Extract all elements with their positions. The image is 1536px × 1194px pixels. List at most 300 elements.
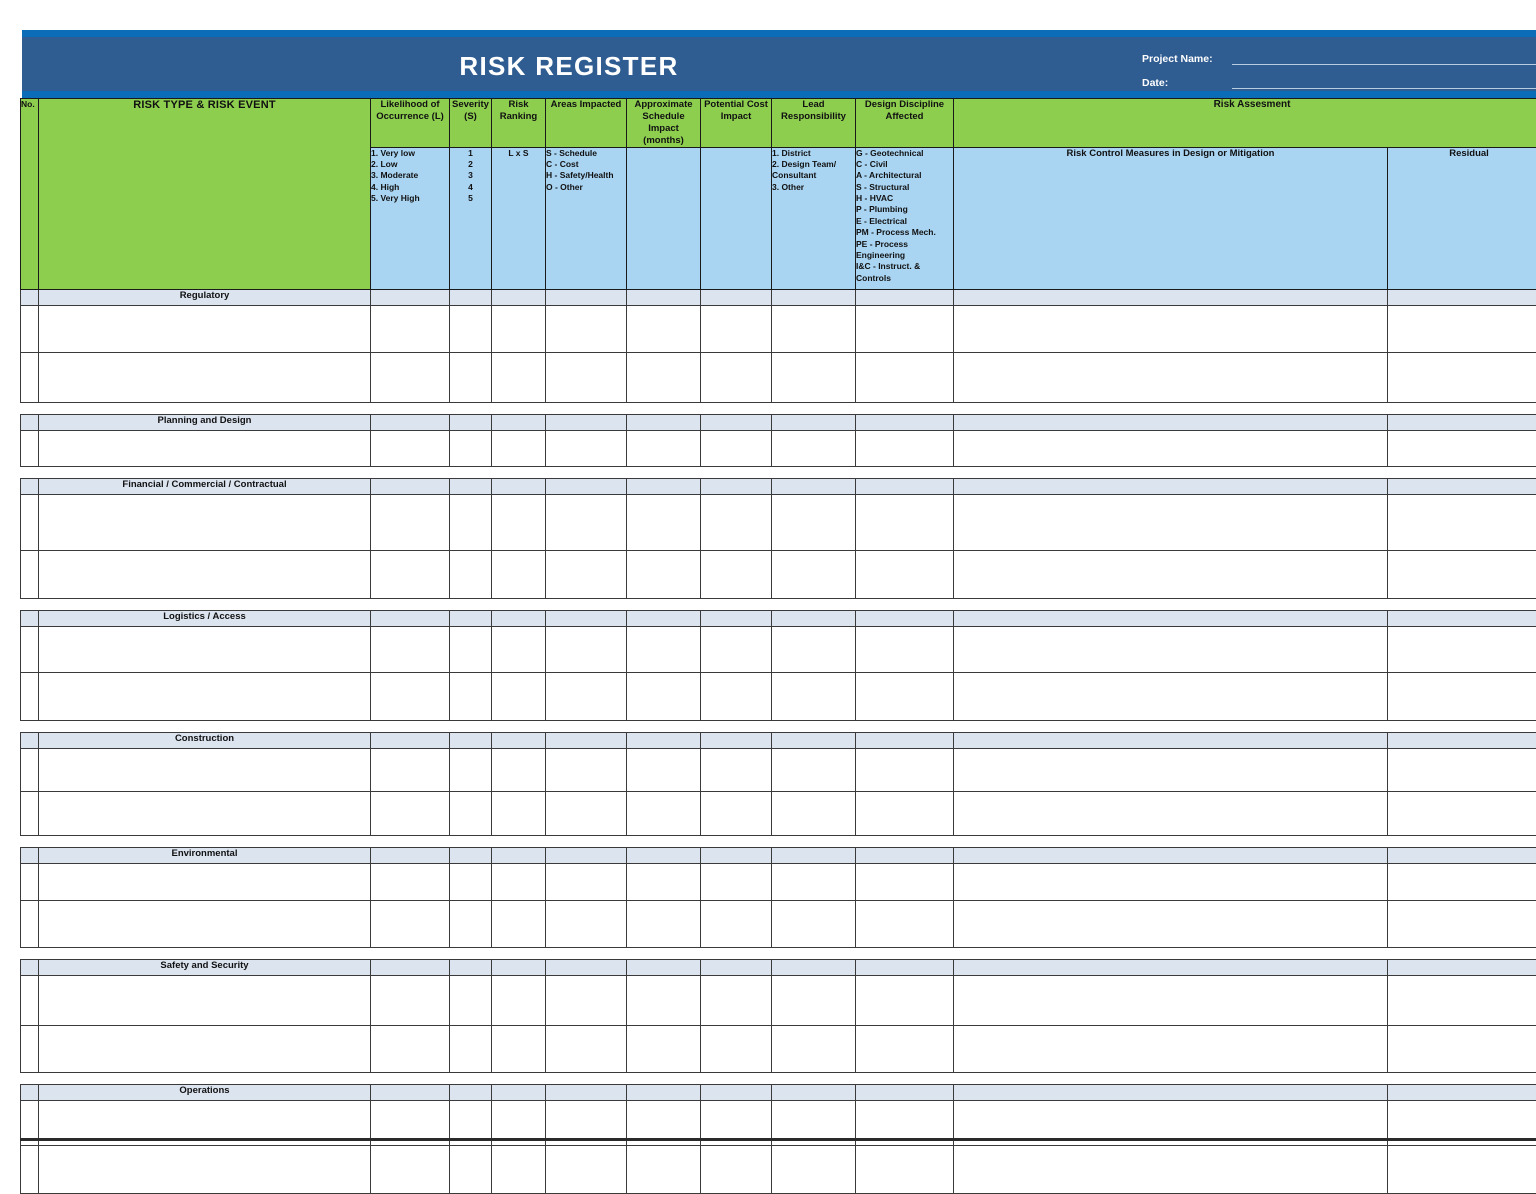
- data-cell[interactable]: [701, 900, 772, 947]
- category-row: [21, 478, 1536, 494]
- data-cell[interactable]: [546, 550, 627, 598]
- category-no-cell: [21, 610, 39, 626]
- data-cell[interactable]: [39, 900, 371, 947]
- data-cell[interactable]: [1388, 430, 1536, 466]
- category-blank-cell: [701, 289, 772, 305]
- category-row: [21, 847, 1536, 863]
- data-cell[interactable]: [856, 672, 954, 720]
- category-blank-cell: [701, 414, 772, 430]
- category-row: [21, 959, 1536, 975]
- data-cell[interactable]: [371, 352, 450, 402]
- data-cell[interactable]: [546, 900, 627, 947]
- category-no-cell: [21, 414, 39, 430]
- data-cell[interactable]: [371, 1025, 450, 1072]
- data-cell[interactable]: [546, 1145, 627, 1193]
- data-cell[interactable]: [701, 352, 772, 402]
- data-cell[interactable]: [21, 352, 39, 402]
- data-cell[interactable]: [492, 1025, 546, 1072]
- category-blank-cell: [450, 289, 492, 305]
- data-cell[interactable]: [546, 1025, 627, 1072]
- data-cell[interactable]: [772, 900, 856, 947]
- data-cell[interactable]: [371, 626, 450, 672]
- category-blank-cell: [546, 289, 627, 305]
- data-cell[interactable]: [371, 791, 450, 835]
- category-blank-cell: [492, 1084, 546, 1100]
- data-cell[interactable]: [450, 900, 492, 947]
- data-cell[interactable]: [1388, 550, 1536, 598]
- data-cell[interactable]: [492, 791, 546, 835]
- page-title: RISK REGISTER: [22, 51, 1536, 82]
- data-cell[interactable]: [39, 305, 371, 352]
- data-cell[interactable]: [39, 863, 371, 900]
- table-row: [21, 626, 1536, 672]
- column-header-design-discipline: Design Discipline Affected: [856, 99, 954, 148]
- data-cell[interactable]: [701, 626, 772, 672]
- category-blank-cell: [450, 610, 492, 626]
- table-row: [21, 352, 1536, 402]
- category-blank-cell: [371, 478, 450, 494]
- data-cell[interactable]: [1388, 352, 1536, 402]
- data-cell[interactable]: [772, 626, 856, 672]
- data-cell[interactable]: [546, 748, 627, 791]
- category-blank-cell: [701, 610, 772, 626]
- data-cell[interactable]: [701, 975, 772, 1025]
- data-cell[interactable]: [492, 672, 546, 720]
- data-cell[interactable]: [21, 975, 39, 1025]
- data-cell[interactable]: [371, 1145, 450, 1193]
- data-cell[interactable]: [1388, 900, 1536, 947]
- table-row: [21, 430, 1536, 466]
- category-blank-cell: [856, 289, 954, 305]
- column-header-risk-assessment: Risk Assesment: [954, 99, 1536, 148]
- data-cell[interactable]: [492, 1145, 546, 1193]
- data-cell[interactable]: [772, 550, 856, 598]
- data-cell[interactable]: [701, 748, 772, 791]
- data-cell[interactable]: [371, 900, 450, 947]
- category-blank-cell: [492, 732, 546, 748]
- data-cell[interactable]: [627, 748, 701, 791]
- category-blank-cell: [627, 414, 701, 430]
- date-field-row: [1142, 77, 1536, 89]
- category-blank-cell: [371, 610, 450, 626]
- risk-register-table: [20, 98, 1536, 1194]
- data-cell[interactable]: [21, 430, 39, 466]
- data-cell[interactable]: [546, 626, 627, 672]
- category-blank-cell: [371, 289, 450, 305]
- data-cell[interactable]: [371, 494, 450, 550]
- data-cell[interactable]: [450, 494, 492, 550]
- header-row-green: [21, 99, 1536, 148]
- data-cell[interactable]: [371, 748, 450, 791]
- category-blank-cell: [450, 478, 492, 494]
- section-gap-cell: [21, 1072, 1536, 1084]
- data-cell[interactable]: [856, 352, 954, 402]
- category-blank-cell: [856, 1084, 954, 1100]
- column-header-risk-type-event: RISK TYPE & RISK EVENT: [39, 99, 371, 290]
- data-cell[interactable]: [1388, 494, 1536, 550]
- category-row: [21, 414, 1536, 430]
- data-cell[interactable]: [546, 863, 627, 900]
- data-cell[interactable]: [546, 305, 627, 352]
- data-cell[interactable]: [371, 305, 450, 352]
- column-header-risk-control-measures: Risk Control Measures in Design or Mitigation: [954, 147, 1388, 289]
- table-row: [21, 305, 1536, 352]
- section-gap: [21, 1072, 1536, 1084]
- data-cell[interactable]: [627, 863, 701, 900]
- data-cell[interactable]: [21, 748, 39, 791]
- bottom-rule: [20, 1138, 1536, 1141]
- data-cell[interactable]: [39, 352, 371, 402]
- column-header-residual: Residual: [1388, 147, 1536, 289]
- section-gap-cell: [21, 835, 1536, 847]
- data-cell[interactable]: [954, 494, 1388, 550]
- data-cell[interactable]: [772, 791, 856, 835]
- category-blank-cell: [627, 610, 701, 626]
- category-label: Safety and Security: [39, 959, 371, 975]
- legend-areas-impacted: S - Schedule C - Cost H - Safety/Health O - Other: [546, 147, 627, 289]
- data-cell[interactable]: [492, 626, 546, 672]
- data-cell[interactable]: [371, 430, 450, 466]
- data-cell[interactable]: [856, 863, 954, 900]
- category-blank-cell: [1388, 847, 1536, 863]
- data-cell[interactable]: [627, 791, 701, 835]
- data-cell[interactable]: [546, 975, 627, 1025]
- data-cell[interactable]: [954, 748, 1388, 791]
- legend-schedule-impact: [627, 147, 701, 289]
- data-cell[interactable]: [954, 975, 1388, 1025]
- data-cell[interactable]: [954, 672, 1388, 720]
- category-blank-cell: [492, 414, 546, 430]
- data-cell[interactable]: [450, 1025, 492, 1072]
- category-blank-cell: [954, 610, 1388, 626]
- data-cell[interactable]: [450, 626, 492, 672]
- category-blank-cell: [1388, 732, 1536, 748]
- section-gap: [21, 947, 1536, 959]
- category-blank-cell: [772, 847, 856, 863]
- data-cell[interactable]: [450, 352, 492, 402]
- table-row: [21, 975, 1536, 1025]
- category-blank-cell: [954, 1084, 1388, 1100]
- category-blank-cell: [856, 414, 954, 430]
- data-cell[interactable]: [954, 626, 1388, 672]
- data-cell[interactable]: [371, 672, 450, 720]
- data-cell[interactable]: [772, 1145, 856, 1193]
- data-cell[interactable]: [701, 791, 772, 835]
- category-blank-cell: [492, 847, 546, 863]
- data-cell[interactable]: [701, 1145, 772, 1193]
- data-cell[interactable]: [492, 975, 546, 1025]
- category-blank-cell: [450, 1084, 492, 1100]
- data-cell[interactable]: [954, 305, 1388, 352]
- category-blank-cell: [1388, 414, 1536, 430]
- category-blank-cell: [1388, 289, 1536, 305]
- data-cell[interactable]: [627, 975, 701, 1025]
- table-row: [21, 1145, 1536, 1193]
- data-cell[interactable]: [772, 748, 856, 791]
- data-cell[interactable]: [39, 975, 371, 1025]
- category-blank-cell: [492, 478, 546, 494]
- data-cell[interactable]: [450, 550, 492, 598]
- data-cell[interactable]: [546, 672, 627, 720]
- data-cell[interactable]: [954, 863, 1388, 900]
- category-blank-cell: [492, 959, 546, 975]
- category-blank-cell: [1388, 478, 1536, 494]
- data-cell[interactable]: [39, 791, 371, 835]
- data-cell[interactable]: [772, 1025, 856, 1072]
- data-cell[interactable]: [21, 550, 39, 598]
- data-cell[interactable]: [701, 305, 772, 352]
- data-cell[interactable]: [701, 494, 772, 550]
- data-cell[interactable]: [39, 1145, 371, 1193]
- category-blank-cell: [450, 732, 492, 748]
- data-cell[interactable]: [856, 1145, 954, 1193]
- table-row: [21, 672, 1536, 720]
- data-cell[interactable]: [21, 900, 39, 947]
- category-label: Planning and Design: [39, 414, 371, 430]
- data-cell[interactable]: [627, 1025, 701, 1072]
- date-input[interactable]: [1232, 77, 1536, 89]
- data-cell[interactable]: [701, 550, 772, 598]
- category-no-cell: [21, 732, 39, 748]
- table-row: [21, 791, 1536, 835]
- data-cell[interactable]: [954, 550, 1388, 598]
- data-cell[interactable]: [450, 975, 492, 1025]
- data-cell[interactable]: [701, 863, 772, 900]
- data-cell[interactable]: [772, 975, 856, 1025]
- data-cell[interactable]: [627, 1145, 701, 1193]
- data-cell[interactable]: [1388, 791, 1536, 835]
- data-cell[interactable]: [450, 748, 492, 791]
- category-blank-cell: [1388, 610, 1536, 626]
- category-blank-cell: [954, 847, 1388, 863]
- table-row: [21, 900, 1536, 947]
- category-blank-cell: [772, 959, 856, 975]
- data-cell[interactable]: [21, 1025, 39, 1072]
- category-row: [21, 289, 1536, 305]
- data-cell[interactable]: [1388, 863, 1536, 900]
- category-blank-cell: [627, 478, 701, 494]
- data-cell[interactable]: [492, 352, 546, 402]
- project-name-field-row: [1142, 53, 1536, 65]
- data-cell[interactable]: [627, 900, 701, 947]
- column-header-potential-cost-impact: Potential Cost Impact: [701, 99, 772, 148]
- data-cell[interactable]: [856, 430, 954, 466]
- section-gap: [21, 598, 1536, 610]
- data-cell[interactable]: [772, 863, 856, 900]
- title-banner: [22, 30, 1536, 98]
- data-cell[interactable]: [1388, 1145, 1536, 1193]
- data-cell[interactable]: [546, 352, 627, 402]
- category-blank-cell: [450, 959, 492, 975]
- data-cell[interactable]: [627, 550, 701, 598]
- data-cell[interactable]: [21, 626, 39, 672]
- data-cell[interactable]: [1388, 748, 1536, 791]
- category-blank-cell: [627, 959, 701, 975]
- category-blank-cell: [627, 847, 701, 863]
- category-blank-cell: [627, 732, 701, 748]
- data-cell[interactable]: [39, 1025, 371, 1072]
- category-blank-cell: [546, 610, 627, 626]
- category-blank-cell: [546, 847, 627, 863]
- data-cell[interactable]: [1388, 1025, 1536, 1072]
- data-cell[interactable]: [39, 430, 371, 466]
- data-cell[interactable]: [371, 550, 450, 598]
- category-blank-cell: [627, 1084, 701, 1100]
- data-cell[interactable]: [627, 494, 701, 550]
- category-label: Environmental: [39, 847, 371, 863]
- data-cell[interactable]: [954, 352, 1388, 402]
- project-name-input[interactable]: [1232, 53, 1536, 65]
- category-blank-cell: [772, 478, 856, 494]
- table-row: [21, 748, 1536, 791]
- data-cell[interactable]: [492, 305, 546, 352]
- data-cell[interactable]: [627, 305, 701, 352]
- data-cell[interactable]: [492, 748, 546, 791]
- data-cell[interactable]: [450, 791, 492, 835]
- data-cell[interactable]: [772, 352, 856, 402]
- data-cell[interactable]: [21, 305, 39, 352]
- data-cell[interactable]: [856, 748, 954, 791]
- data-cell[interactable]: [1388, 975, 1536, 1025]
- category-blank-cell: [546, 414, 627, 430]
- data-cell[interactable]: [450, 863, 492, 900]
- category-blank-cell: [371, 959, 450, 975]
- column-header-risk-ranking: Risk Ranking: [492, 99, 546, 148]
- category-no-cell: [21, 959, 39, 975]
- data-cell[interactable]: [450, 305, 492, 352]
- data-cell[interactable]: [21, 863, 39, 900]
- category-blank-cell: [371, 847, 450, 863]
- category-blank-cell: [772, 732, 856, 748]
- data-cell[interactable]: [492, 550, 546, 598]
- data-cell[interactable]: [371, 863, 450, 900]
- data-cell[interactable]: [492, 494, 546, 550]
- data-cell[interactable]: [39, 494, 371, 550]
- data-cell[interactable]: [492, 863, 546, 900]
- category-row: [21, 732, 1536, 748]
- data-cell[interactable]: [1388, 626, 1536, 672]
- category-blank-cell: [546, 478, 627, 494]
- column-header-severity: Severity (S): [450, 99, 492, 148]
- data-cell[interactable]: [39, 626, 371, 672]
- table-row: [21, 1025, 1536, 1072]
- data-cell[interactable]: [856, 900, 954, 947]
- category-blank-cell: [546, 732, 627, 748]
- category-blank-cell: [371, 732, 450, 748]
- data-cell[interactable]: [546, 430, 627, 466]
- category-blank-cell: [856, 610, 954, 626]
- data-cell[interactable]: [856, 494, 954, 550]
- data-cell[interactable]: [954, 430, 1388, 466]
- category-blank-cell: [492, 289, 546, 305]
- data-cell[interactable]: [856, 305, 954, 352]
- category-label: Financial / Commercial / Contractual: [39, 478, 371, 494]
- data-cell[interactable]: [772, 430, 856, 466]
- category-blank-cell: [772, 414, 856, 430]
- data-cell[interactable]: [772, 494, 856, 550]
- data-cell[interactable]: [856, 550, 954, 598]
- data-cell[interactable]: [546, 494, 627, 550]
- category-blank-cell: [954, 959, 1388, 975]
- data-cell[interactable]: [492, 900, 546, 947]
- category-blank-cell: [954, 414, 1388, 430]
- category-no-cell: [21, 478, 39, 494]
- data-cell[interactable]: [701, 1025, 772, 1072]
- data-cell[interactable]: [21, 791, 39, 835]
- data-cell[interactable]: [492, 430, 546, 466]
- category-no-cell: [21, 289, 39, 305]
- category-no-cell: [21, 847, 39, 863]
- data-cell[interactable]: [856, 791, 954, 835]
- category-blank-cell: [627, 289, 701, 305]
- table-row: [21, 863, 1536, 900]
- data-cell[interactable]: [450, 430, 492, 466]
- section-gap: [21, 835, 1536, 847]
- data-cell[interactable]: [39, 550, 371, 598]
- category-blank-cell: [701, 1084, 772, 1100]
- data-cell[interactable]: [701, 430, 772, 466]
- category-blank-cell: [450, 847, 492, 863]
- legend-potential-cost-impact: [701, 147, 772, 289]
- section-gap-cell: [21, 598, 1536, 610]
- data-cell[interactable]: [856, 975, 954, 1025]
- category-blank-cell: [546, 959, 627, 975]
- data-cell[interactable]: [627, 672, 701, 720]
- data-cell[interactable]: [39, 672, 371, 720]
- data-cell[interactable]: [450, 1145, 492, 1193]
- category-blank-cell: [954, 478, 1388, 494]
- data-cell[interactable]: [772, 672, 856, 720]
- risk-register-sheet: [20, 98, 1536, 1194]
- data-cell[interactable]: [371, 975, 450, 1025]
- data-cell[interactable]: [954, 1145, 1388, 1193]
- data-cell[interactable]: [1388, 672, 1536, 720]
- legend-likelihood: 1. Very low 2. Low 3. Moderate 4. High 5. Very High: [371, 147, 450, 289]
- data-cell[interactable]: [1388, 305, 1536, 352]
- category-blank-cell: [371, 414, 450, 430]
- data-cell[interactable]: [627, 352, 701, 402]
- data-cell[interactable]: [627, 626, 701, 672]
- category-label: Regulatory: [39, 289, 371, 305]
- section-gap: [21, 720, 1536, 732]
- data-cell[interactable]: [701, 672, 772, 720]
- category-row: [21, 610, 1536, 626]
- data-cell[interactable]: [39, 748, 371, 791]
- data-cell[interactable]: [450, 672, 492, 720]
- category-label: Operations: [39, 1084, 371, 1100]
- data-cell[interactable]: [772, 305, 856, 352]
- data-cell[interactable]: [856, 626, 954, 672]
- section-gap-cell: [21, 402, 1536, 414]
- section-gap-cell: [21, 466, 1536, 478]
- data-cell[interactable]: [954, 900, 1388, 947]
- data-cell[interactable]: [546, 791, 627, 835]
- data-cell[interactable]: [21, 672, 39, 720]
- data-cell[interactable]: [21, 1145, 39, 1193]
- data-cell[interactable]: [954, 791, 1388, 835]
- data-cell[interactable]: [21, 494, 39, 550]
- data-cell[interactable]: [627, 430, 701, 466]
- column-header-schedule-impact: Approximate Schedule Impact (months): [627, 99, 701, 148]
- data-cell[interactable]: [856, 1025, 954, 1072]
- data-cell[interactable]: [954, 1025, 1388, 1072]
- category-blank-cell: [954, 732, 1388, 748]
- category-blank-cell: [546, 1084, 627, 1100]
- column-header-no: No.: [21, 99, 39, 290]
- category-row: [21, 1084, 1536, 1100]
- category-label: Logistics / Access: [39, 610, 371, 626]
- section-gap-cell: [21, 720, 1536, 732]
